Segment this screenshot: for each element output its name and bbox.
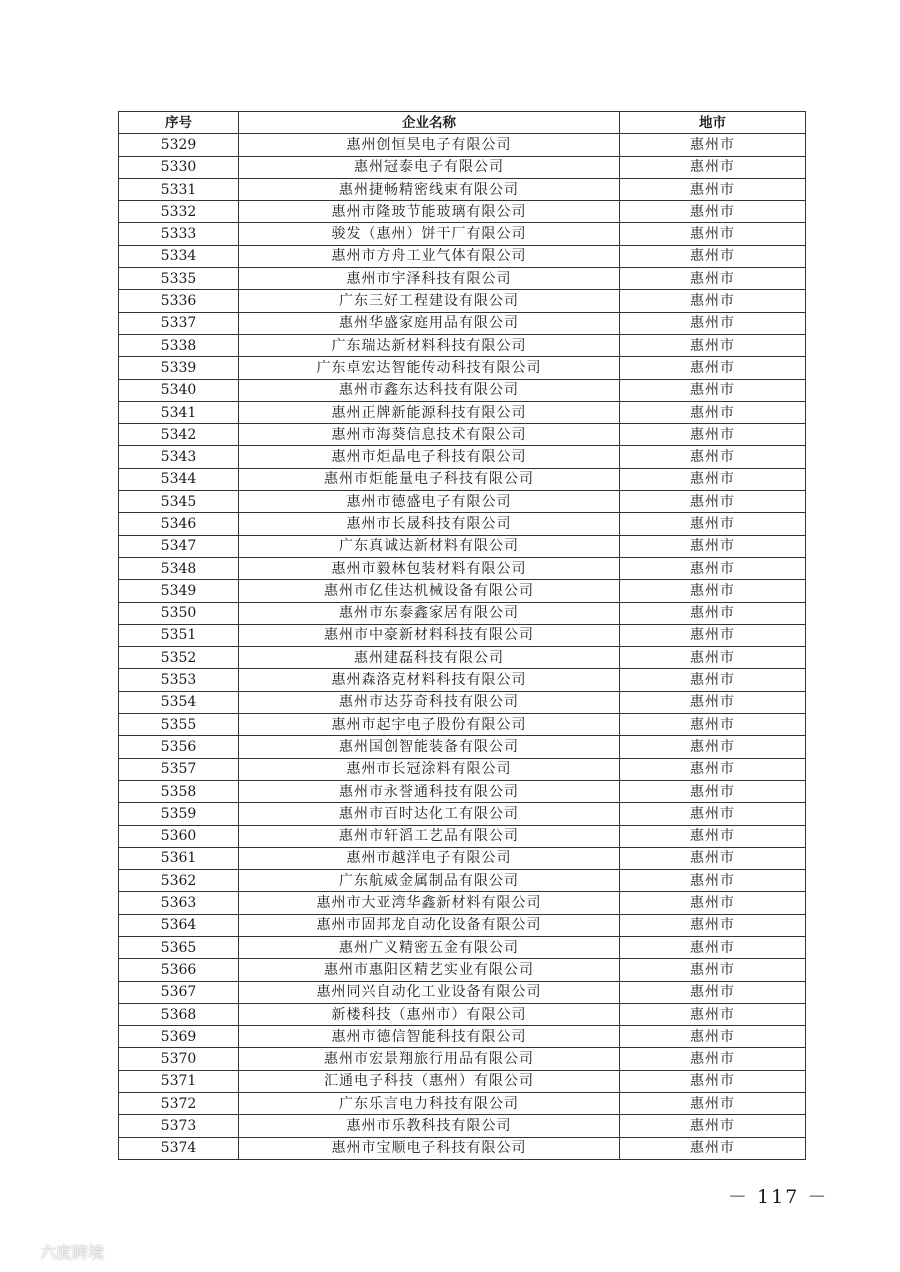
watermark-logo-icon	[8, 1242, 36, 1262]
city-cell: 惠州市	[620, 981, 806, 1003]
table-row	[119, 870, 806, 892]
company-name-cell: 惠州市隆玻节能玻璃有限公司	[239, 201, 620, 223]
serial-cell: 5343	[119, 446, 239, 468]
serial-cell: 5357	[119, 758, 239, 780]
table-row	[119, 379, 806, 401]
company-name-cell: 惠州捷畅精密线束有限公司	[239, 178, 620, 200]
serial-cell: 5336	[119, 290, 239, 312]
city-cell: 惠州市	[620, 669, 806, 691]
table-row	[119, 1115, 806, 1137]
city-cell: 惠州市	[620, 468, 806, 490]
serial-cell: 5334	[119, 245, 239, 267]
serial-cell: 5344	[119, 468, 239, 490]
company-name-cell: 广东瑞达新材料科技有限公司	[239, 334, 620, 356]
company-name-cell: 惠州市东泰鑫家居有限公司	[239, 602, 620, 624]
city-cell: 惠州市	[620, 1115, 806, 1137]
serial-cell: 5371	[119, 1070, 239, 1092]
city-cell: 惠州市	[620, 379, 806, 401]
serial-cell: 5365	[119, 936, 239, 958]
city-cell: 惠州市	[620, 803, 806, 825]
company-name-cell: 惠州市起宇电子股份有限公司	[239, 714, 620, 736]
table-row	[119, 201, 806, 223]
city-cell: 惠州市	[620, 513, 806, 535]
serial-cell: 5373	[119, 1115, 239, 1137]
city-cell: 惠州市	[620, 914, 806, 936]
city-cell: 惠州市	[620, 936, 806, 958]
city-cell: 惠州市	[620, 491, 806, 513]
company-name-cell: 惠州市炬晶电子科技有限公司	[239, 446, 620, 468]
serial-cell: 5368	[119, 1003, 239, 1025]
company-name-cell: 惠州市亿佳达机械设备有限公司	[239, 580, 620, 602]
watermark-text: 六度跨境	[40, 1243, 105, 1262]
serial-cell: 5372	[119, 1093, 239, 1115]
city-cell: 惠州市	[620, 1070, 806, 1092]
city-cell: 惠州市	[620, 178, 806, 200]
serial-cell: 5340	[119, 379, 239, 401]
table-row	[119, 669, 806, 691]
page-number: － 117 －	[728, 1186, 829, 1208]
city-cell: 惠州市	[620, 959, 806, 981]
company-table-container	[118, 111, 805, 1160]
company-name-cell: 惠州市越洋电子有限公司	[239, 847, 620, 869]
table-row	[119, 914, 806, 936]
serial-cell: 5350	[119, 602, 239, 624]
company-name-cell: 惠州市长晟科技有限公司	[239, 513, 620, 535]
company-name-cell: 惠州市宝顺电子科技有限公司	[239, 1137, 620, 1159]
serial-cell: 5366	[119, 959, 239, 981]
header-company-name: 企业名称	[239, 112, 620, 134]
table-row	[119, 223, 806, 245]
company-name-cell: 惠州创恒昊电子有限公司	[239, 134, 620, 156]
serial-cell: 5338	[119, 334, 239, 356]
company-name-cell: 广东真诚达新材料有限公司	[239, 535, 620, 557]
city-cell: 惠州市	[620, 714, 806, 736]
table-row	[119, 134, 806, 156]
company-name-cell: 惠州市长冠涂料有限公司	[239, 758, 620, 780]
serial-cell: 5345	[119, 491, 239, 513]
serial-cell: 5346	[119, 513, 239, 535]
city-cell: 惠州市	[620, 892, 806, 914]
table-row	[119, 178, 806, 200]
city-cell: 惠州市	[620, 580, 806, 602]
city-cell: 惠州市	[620, 245, 806, 267]
table-row	[119, 312, 806, 334]
header-city: 地市	[620, 112, 806, 134]
company-name-cell: 惠州市达芬奇科技有限公司	[239, 691, 620, 713]
company-name-cell: 惠州市毅林包装材料有限公司	[239, 557, 620, 579]
company-name-cell: 新楼科技（惠州市）有限公司	[239, 1003, 620, 1025]
serial-cell: 5352	[119, 647, 239, 669]
table-row	[119, 892, 806, 914]
company-table	[118, 111, 806, 1160]
company-name-cell: 惠州市轩滔工艺品有限公司	[239, 825, 620, 847]
table-row	[119, 936, 806, 958]
company-name-cell: 惠州市永誉通科技有限公司	[239, 780, 620, 802]
company-name-cell: 惠州森洛克材料科技有限公司	[239, 669, 620, 691]
table-row	[119, 736, 806, 758]
city-cell: 惠州市	[620, 557, 806, 579]
table-row	[119, 847, 806, 869]
company-name-cell: 惠州市惠阳区精艺实业有限公司	[239, 959, 620, 981]
watermark	[8, 1240, 104, 1263]
company-name-cell: 汇通电子科技（惠州）有限公司	[239, 1070, 620, 1092]
city-cell: 惠州市	[620, 1003, 806, 1025]
table-row	[119, 803, 806, 825]
serial-cell: 5354	[119, 691, 239, 713]
table-row	[119, 268, 806, 290]
city-cell: 惠州市	[620, 334, 806, 356]
table-row	[119, 981, 806, 1003]
city-cell: 惠州市	[620, 847, 806, 869]
table-row	[119, 691, 806, 713]
city-cell: 惠州市	[620, 825, 806, 847]
city-cell: 惠州市	[620, 223, 806, 245]
table-row	[119, 1070, 806, 1092]
company-name-cell: 惠州市德信智能科技有限公司	[239, 1026, 620, 1048]
serial-cell: 5356	[119, 736, 239, 758]
company-name-cell: 惠州市海葵信息技术有限公司	[239, 424, 620, 446]
table-row	[119, 714, 806, 736]
table-row	[119, 401, 806, 423]
serial-cell: 5367	[119, 981, 239, 1003]
serial-cell: 5337	[119, 312, 239, 334]
company-name-cell: 惠州华盛家庭用品有限公司	[239, 312, 620, 334]
city-cell: 惠州市	[620, 624, 806, 646]
serial-cell: 5348	[119, 557, 239, 579]
table-row	[119, 468, 806, 490]
table-row	[119, 446, 806, 468]
serial-cell: 5360	[119, 825, 239, 847]
city-cell: 惠州市	[620, 758, 806, 780]
table-row	[119, 780, 806, 802]
table-row	[119, 1137, 806, 1159]
table-row	[119, 557, 806, 579]
serial-cell: 5361	[119, 847, 239, 869]
serial-cell: 5332	[119, 201, 239, 223]
company-name-cell: 惠州冠泰电子有限公司	[239, 156, 620, 178]
serial-cell: 5351	[119, 624, 239, 646]
company-name-cell: 惠州市宏景翔旅行用品有限公司	[239, 1048, 620, 1070]
city-cell: 惠州市	[620, 268, 806, 290]
serial-cell: 5374	[119, 1137, 239, 1159]
table-row	[119, 602, 806, 624]
company-name-cell: 广东三好工程建设有限公司	[239, 290, 620, 312]
city-cell: 惠州市	[620, 870, 806, 892]
city-cell: 惠州市	[620, 1048, 806, 1070]
company-name-cell: 广东卓宏达智能传动科技有限公司	[239, 357, 620, 379]
city-cell: 惠州市	[620, 1137, 806, 1159]
city-cell: 惠州市	[620, 602, 806, 624]
serial-cell: 5331	[119, 178, 239, 200]
city-cell: 惠州市	[620, 134, 806, 156]
company-name-cell: 惠州市方舟工业气体有限公司	[239, 245, 620, 267]
table-header	[119, 112, 806, 134]
company-name-cell: 惠州广义精密五金有限公司	[239, 936, 620, 958]
table-row	[119, 491, 806, 513]
table-row	[119, 290, 806, 312]
company-name-cell: 惠州建磊科技有限公司	[239, 647, 620, 669]
city-cell: 惠州市	[620, 535, 806, 557]
serial-cell: 5370	[119, 1048, 239, 1070]
city-cell: 惠州市	[620, 691, 806, 713]
table-row	[119, 334, 806, 356]
company-name-cell: 骏发（惠州）饼干厂有限公司	[239, 223, 620, 245]
table-row	[119, 1026, 806, 1048]
table-row	[119, 156, 806, 178]
city-cell: 惠州市	[620, 401, 806, 423]
company-name-cell: 惠州正牌新能源科技有限公司	[239, 401, 620, 423]
city-cell: 惠州市	[620, 201, 806, 223]
table-row	[119, 624, 806, 646]
table-row	[119, 535, 806, 557]
company-name-cell: 惠州同兴自动化工业设备有限公司	[239, 981, 620, 1003]
serial-cell: 5359	[119, 803, 239, 825]
header-row	[119, 112, 806, 134]
company-name-cell: 惠州市百时达化工有限公司	[239, 803, 620, 825]
table-row	[119, 959, 806, 981]
company-name-cell: 惠州市大亚湾华鑫新材料有限公司	[239, 892, 620, 914]
company-name-cell: 惠州市固邦龙自动化设备有限公司	[239, 914, 620, 936]
city-cell: 惠州市	[620, 1093, 806, 1115]
city-cell: 惠州市	[620, 156, 806, 178]
company-name-cell: 惠州市炬能量电子科技有限公司	[239, 468, 620, 490]
company-name-cell: 惠州市中豪新材料科技有限公司	[239, 624, 620, 646]
city-cell: 惠州市	[620, 736, 806, 758]
table-row	[119, 1093, 806, 1115]
company-name-cell: 惠州国创智能装备有限公司	[239, 736, 620, 758]
table-row	[119, 245, 806, 267]
serial-cell: 5355	[119, 714, 239, 736]
city-cell: 惠州市	[620, 424, 806, 446]
serial-cell: 5364	[119, 914, 239, 936]
serial-cell: 5329	[119, 134, 239, 156]
table-row	[119, 357, 806, 379]
table-row	[119, 424, 806, 446]
serial-cell: 5363	[119, 892, 239, 914]
city-cell: 惠州市	[620, 647, 806, 669]
company-name-cell: 惠州市鑫东达科技有限公司	[239, 379, 620, 401]
serial-cell: 5362	[119, 870, 239, 892]
serial-cell: 5369	[119, 1026, 239, 1048]
serial-cell: 5333	[119, 223, 239, 245]
table-row	[119, 1003, 806, 1025]
serial-cell: 5330	[119, 156, 239, 178]
serial-cell: 5335	[119, 268, 239, 290]
company-name-cell: 惠州市宇泽科技有限公司	[239, 268, 620, 290]
city-cell: 惠州市	[620, 357, 806, 379]
table-row	[119, 513, 806, 535]
company-name-cell: 广东乐言电力科技有限公司	[239, 1093, 620, 1115]
city-cell: 惠州市	[620, 446, 806, 468]
serial-cell: 5358	[119, 780, 239, 802]
table-row	[119, 1048, 806, 1070]
table-row	[119, 825, 806, 847]
table-body	[119, 134, 806, 1160]
serial-cell: 5342	[119, 424, 239, 446]
serial-cell: 5353	[119, 669, 239, 691]
city-cell: 惠州市	[620, 1026, 806, 1048]
serial-cell: 5339	[119, 357, 239, 379]
table-row	[119, 758, 806, 780]
table-row	[119, 647, 806, 669]
serial-cell: 5347	[119, 535, 239, 557]
serial-cell: 5349	[119, 580, 239, 602]
serial-cell: 5341	[119, 401, 239, 423]
table-row	[119, 580, 806, 602]
company-name-cell: 广东航威金属制品有限公司	[239, 870, 620, 892]
city-cell: 惠州市	[620, 312, 806, 334]
city-cell: 惠州市	[620, 290, 806, 312]
company-name-cell: 惠州市德盛电子有限公司	[239, 491, 620, 513]
company-name-cell: 惠州市乐教科技有限公司	[239, 1115, 620, 1137]
city-cell: 惠州市	[620, 780, 806, 802]
header-serial: 序号	[119, 112, 239, 134]
